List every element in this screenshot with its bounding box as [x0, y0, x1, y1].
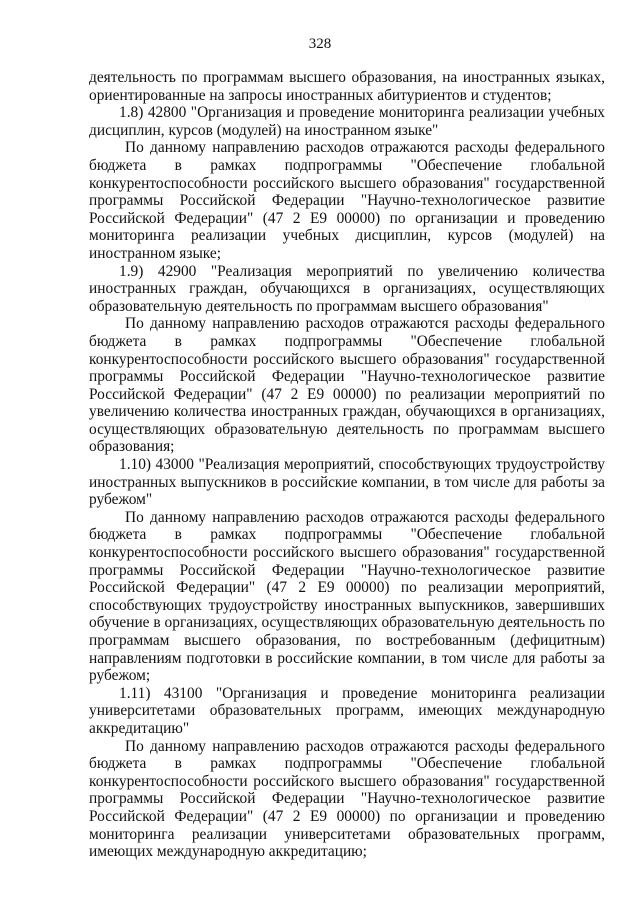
- paragraph-description-1-8: По данному направлению расходов отражаются расходы федерального бюджета в рамках подпрограммы "Обеспечение глобальной конкурентоспособности российского высшего образования" государственной программы Российской Федерации "Научно-технологическое развитие Российской Федерации" (47 2 Е9 00000) по организации и проведению мониторинга реализации учебных дисциплин, курсов (модулей) на иностранном языке;: [89, 139, 605, 262]
- document-body: [89, 69, 605, 861]
- paragraph-description-1-11: По данному направлению расходов отражаются расходы федерального бюджета в рамках подпрограммы "Обеспечение глобальной конкурентоспособности российского высшего образования" государственной программы Российской Федерации "Научно-технологическое развитие Российской Федерации" (47 2 Е9 00000) по организации и проведению мониторинга реализации университетами образовательных программ, имеющих международную аккредитацию;: [89, 737, 605, 861]
- item-heading-1-9: 1.9) 42900 "Реализация мероприятий по увеличению количества иностранных граждан, обучающихся в организациях, осуществляющих образовательную деятельность по программам высшего образования": [89, 262, 605, 315]
- item-heading-1-10: 1.10) 43000 "Реализация мероприятий, способствующих трудоустройству иностранных выпускников в российские компании, в том числе для работы за рубежом": [89, 456, 605, 509]
- item-heading-1-11: 1.11) 43100 "Организация и проведение мониторинга реализации университетами образовательных программ, имеющих международную аккредитацию": [89, 684, 605, 737]
- paragraph-description-1-10: По данному направлению расходов отражаются расходы федерального бюджета в рамках подпрограммы "Обеспечение глобальной конкурентоспособности российского высшего образования" государственной программы Российской Федерации "Научно-технологическое развитие Российской Федерации" (47 2 Е9 00000) по реализации мероприятий, способствующих трудоустройству иностранных выпускников, завершивших обучение в организациях, осуществляющих образовательную деятельность по программам высшего образования, по востребованным (дефицитным) направлениям подготовки в российские компании, в том числе для работы за рубежом;: [89, 508, 605, 685]
- item-heading-1-8: 1.8) 42800 "Организация и проведение мониторинга реализации учебных дисциплин, курсов (модулей) на иностранном языке": [89, 104, 605, 139]
- page-number: 328: [308, 36, 332, 52]
- paragraph-continuation: деятельность по программам высшего образования, на иностранных языках, ориентированные на запросы иностранных абитуриентов и студентов;: [89, 69, 605, 104]
- paragraph-description-1-9: По данному направлению расходов отражаются расходы федерального бюджета в рамках подпрограммы "Обеспечение глобальной конкурентоспособности российского высшего образования" государственной программы Российской Федерации "Научно-технологическое развитие Российской Федерации" (47 2 Е9 00000) по реализации мероприятий по увеличению количества иностранных граждан, обучающихся в организациях, осуществляющих образовательную деятельность по программам высшего образования;: [89, 315, 605, 456]
